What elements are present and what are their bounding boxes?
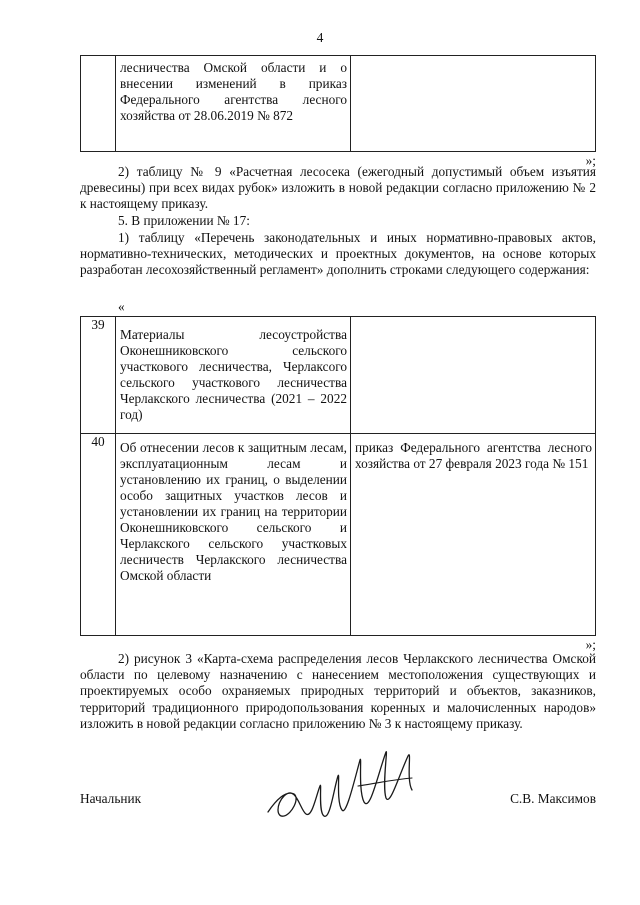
table-row [81,434,596,636]
table-cell-text [351,317,595,325]
table-cell-number: 39 [81,317,116,434]
closing-quote-mark: »; [585,153,596,168]
signatory-position: Начальник [80,791,142,806]
table-row [81,56,596,152]
opening-quote-mark: « [118,299,125,314]
table-cell-document [116,317,351,434]
table-cell-reference [351,317,596,434]
paragraph-table-9: 2) таблицу № 9 «Расчетная лесосека (ежегодный допустимый объем изъятия древесины) при всех видах рубок» изложить в новой редакции согласно приложению № 2 к настоящему приказу. [80,164,596,212]
table-cell-number: 40 [81,434,116,636]
table-additions [80,316,596,636]
table-cell-text: лесничества Омской области и о внесении изменений в приказ Федерального агентства лесного хозяйства от 28.06.2019 № 872 [120,60,347,123]
table-cell-reference [351,56,596,152]
table-cell-text [351,56,595,64]
table-cell-text: Об отнесении лесов к защитным лесам, эксплуатационным лесам и установлению их границ, о выделении особо защитных участков лесов и установлении их границ на территории Оконешниковского сельского и Черлакского сельского участковых лесничеств Черлакского лесничества Омской области [120,440,347,583]
handwritten-signature [262,740,432,830]
table-cell-text: Материалы лесоустройства Оконешниковского сельского участкового лесничества, Черлаксого сельского участкового лесничества Черлакского лесничества (2021 – 2022 год) [120,327,347,422]
table-cell-reference [351,434,596,636]
page-number: 4 [316,30,324,45]
paragraph-table-list: 1) таблицу «Перечень законодательных и иных нормативно-правовых актов, нормативно-технических, методических и проектных документов, на основе которых разработан лесохозяйственный регламент» дополнить строками следующего содержания: [80,230,596,278]
table-cell-number [81,56,116,152]
table-continuation [80,55,596,152]
paragraph-figure-3: 2) рисунок 3 «Карта-схема распределения лесов Черлакского лесничества Омской области по целевому назначению с нанесением местоположения существующих и проектируемых особо охраняемых природных территорий и объектов, заказников, территорий традиционного природопользования коренных и малочисленных народов» изложить в новой редакции согласно приложению № 3 к настоящему приказу. [80,651,596,731]
table-row [81,317,596,434]
table-cell-document [116,434,351,636]
table-cell-document [116,56,351,152]
paragraph-appendix-17: 5. В приложении № 17: [118,213,250,228]
signatory-name: С.В. Максимов [510,791,596,806]
table-cell-text: приказ Федерального агентства лесного хозяйства от 27 февраля 2023 года № 151 [355,440,592,471]
closing-quote-mark: »; [585,637,596,652]
